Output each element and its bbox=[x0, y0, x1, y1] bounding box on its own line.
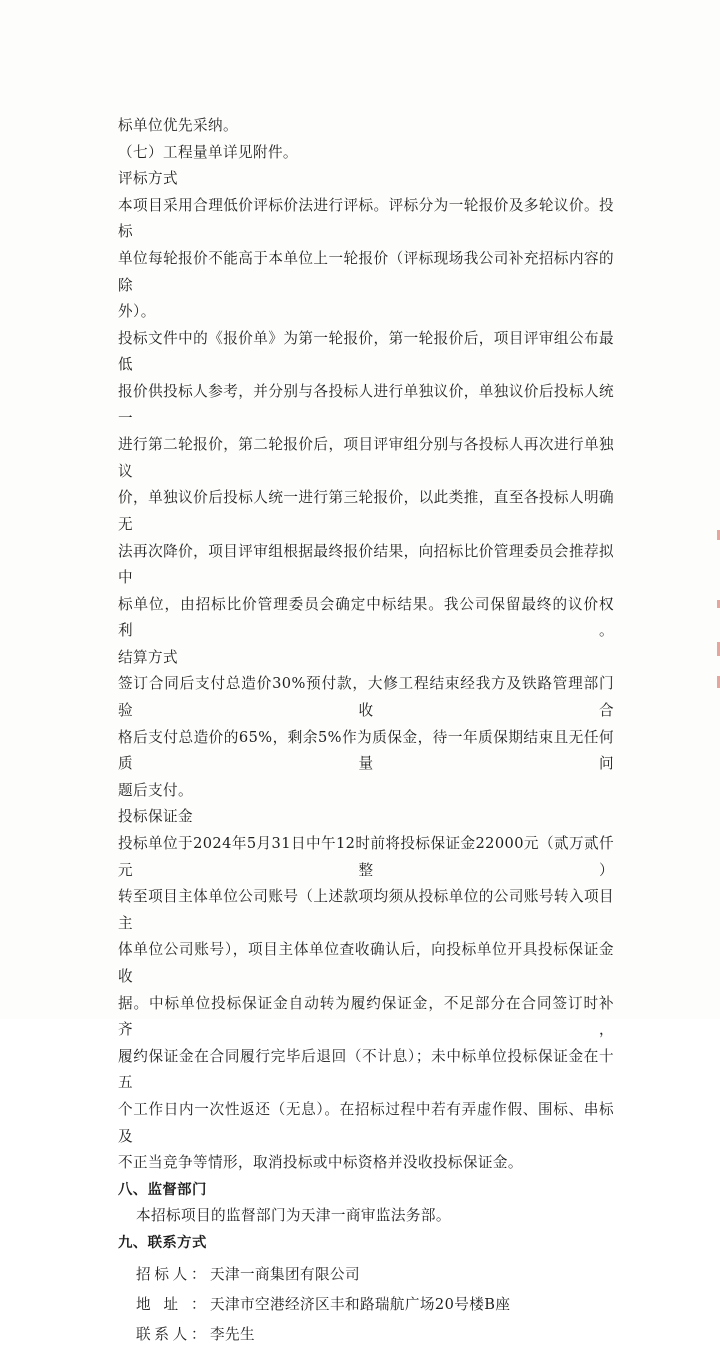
contact-value: 李先生 bbox=[210, 1325, 255, 1343]
text-line: 转至项目主体单位公司账号（上述款项均须从投标单位的公司账号转入项目主 bbox=[118, 888, 614, 932]
contact-label: 招标人： bbox=[136, 1265, 206, 1283]
contact-value: 天津市空港经济区丰和路瑞航广场20号楼B座 bbox=[210, 1295, 511, 1313]
text-line: 体单位公司账号），项目主体单位查收确认后，向投标单位开具投标保证金收 bbox=[118, 941, 614, 985]
text-line: 标单位，由招标比价管理委员会确定中标结果。我公司保留最终的议价权利。 bbox=[118, 595, 614, 640]
document-body bbox=[118, 113, 614, 1350]
text-line: 履约保证金在合同履行完毕后退回（不计息）；未中标单位投标保证金在十五 bbox=[118, 1047, 614, 1092]
section-8-body: 本招标项目的监督部门为天津一商审监法务部。 bbox=[136, 1207, 451, 1225]
section-8-title: 八、监督部门 bbox=[118, 1181, 207, 1198]
text-line: 价，单独议价后投标人统一进行第三轮报价，以此类推，直至各投标人明确无 bbox=[118, 489, 614, 533]
text-line: 不正当竞争等情形，取消投标或中标资格并没收投标保证金。 bbox=[118, 1154, 523, 1172]
text-line: 投标文件中的《报价单》为第一轮报价，第一轮报价后，项目评审组公布最低 bbox=[118, 329, 614, 374]
text-line: 外）。 bbox=[118, 303, 156, 321]
text-line: 本项目采用合理低价评标价法进行评标。评标分为一轮报价及多轮议价。投标 bbox=[118, 196, 614, 241]
text-line: 进行第二轮报价，第二轮报价后，项目评审组分别与各投标人再次进行单独议 bbox=[118, 436, 614, 480]
subheading-bid-bond: 投标保证金 bbox=[118, 808, 193, 826]
contact-label: 联系人： bbox=[136, 1325, 206, 1343]
contact-label: 地址： bbox=[136, 1295, 206, 1313]
contact-value: 天津一商集团有限公司 bbox=[210, 1265, 360, 1283]
section-9-title: 九、联系方式 bbox=[118, 1234, 207, 1251]
text-line: 题后支付。 bbox=[118, 781, 193, 799]
text-line: 格后支付总造价的65%，剩余5%作为质保金，待一年质保期结束且无任何质量问 bbox=[118, 728, 614, 773]
text-line: 标单位优先采纳。 bbox=[118, 117, 238, 134]
subheading-bid-evaluation: 评标方式 bbox=[118, 170, 178, 188]
contact-address bbox=[118, 1290, 614, 1320]
text-line: 法再次降价，项目评审组根据最终报价结果，向招标比价管理委员会推荐拟中 bbox=[118, 542, 614, 587]
text-line: 单位每轮报价不能高于本单位上一轮报价（评标现场我公司补充招标内容的除 bbox=[118, 249, 614, 294]
contact-tenderer bbox=[118, 1260, 614, 1290]
text-line: 报价供投标人参考，并分别与各投标人进行单独议价，单独议价后投标人统一 bbox=[118, 382, 614, 427]
contact-person bbox=[118, 1320, 614, 1350]
text-line: 投标单位于2024年5月31日中午12时前将投标保证金22000元（贰万贰仟元整） bbox=[118, 835, 614, 879]
text-line: 据。中标单位投标保证金自动转为履约保证金，不足部分在合同签订时补齐， bbox=[118, 994, 614, 1039]
text-line: 签订合同后支付总造价30%预付款，大修工程结束经我方及铁路管理部门验收合 bbox=[118, 675, 614, 720]
text-line: 个工作日内一次性返还（无息）。在招标过程中若有弄虚作假、围标、串标及 bbox=[118, 1100, 614, 1145]
subheading-settlement: 结算方式 bbox=[118, 648, 178, 666]
text-line: （七）工程量单详见附件。 bbox=[118, 143, 298, 161]
